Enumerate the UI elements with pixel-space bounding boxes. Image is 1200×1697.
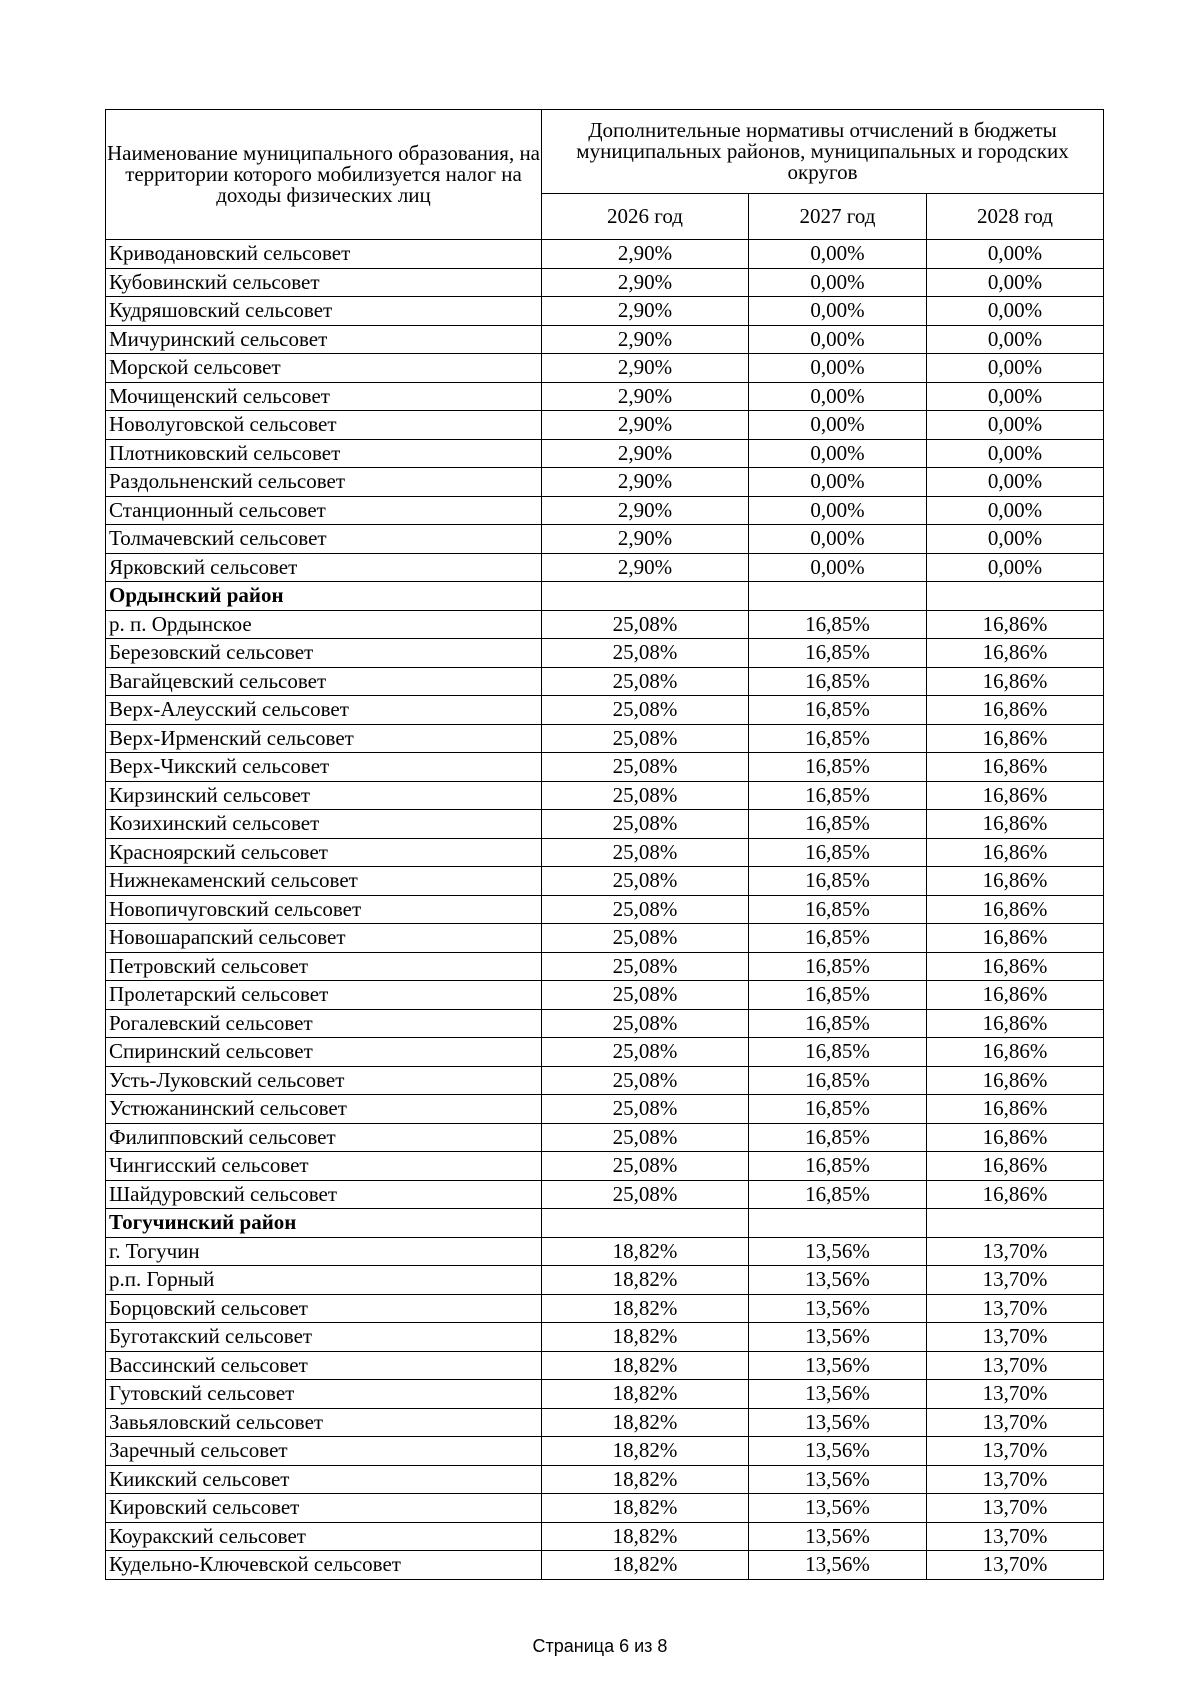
value-2026: 25,08% [542, 667, 749, 696]
value-2028: 16,86% [927, 1009, 1104, 1038]
table-row [106, 411, 1104, 440]
value-2027: 0,00% [749, 553, 927, 582]
value-2028: 16,86% [927, 838, 1104, 867]
municipality-name: Вагайцевский сельсовет [106, 667, 542, 696]
table-row [106, 1009, 1104, 1038]
table-row [106, 1066, 1104, 1095]
table-row [106, 1437, 1104, 1466]
value-2027: 16,85% [749, 1066, 927, 1095]
municipality-name: Березовский сельсовет [106, 639, 542, 668]
value-2028: 13,70% [927, 1294, 1104, 1323]
municipality-name: Новопичуговский сельсовет [106, 895, 542, 924]
value-2027: 16,85% [749, 895, 927, 924]
value-2027: 0,00% [749, 354, 927, 383]
value-2028: 16,86% [927, 924, 1104, 953]
value-2027: 13,56% [749, 1351, 927, 1380]
municipality-name: Борцовский сельсовет [106, 1294, 542, 1323]
municipality-name: Раздольненский сельсовет [106, 468, 542, 497]
table-row [106, 1465, 1104, 1494]
value-2027: 16,85% [749, 838, 927, 867]
value-2027: 0,00% [749, 240, 927, 269]
value-2026: 25,08% [542, 1066, 749, 1095]
value-2028: 16,86% [927, 867, 1104, 896]
municipality-name: Завьяловский сельсовет [106, 1408, 542, 1437]
value-2028: 0,00% [927, 411, 1104, 440]
table-row [106, 325, 1104, 354]
value-2026: 18,82% [542, 1437, 749, 1466]
value-2026: 2,90% [542, 240, 749, 269]
table-row [106, 1351, 1104, 1380]
value-2026: 18,82% [542, 1494, 749, 1523]
municipality-name: Кудряшовский сельсовет [106, 297, 542, 326]
table-row [106, 1522, 1104, 1551]
table-row [106, 639, 1104, 668]
value-2027: 13,56% [749, 1437, 927, 1466]
value-2028: 16,86% [927, 753, 1104, 782]
value-2028: 0,00% [927, 354, 1104, 383]
value-2028: 16,86% [927, 1066, 1104, 1095]
value-2027: 13,56% [749, 1294, 927, 1323]
value-2027: 16,85% [749, 667, 927, 696]
value-2026: 18,82% [542, 1380, 749, 1409]
table-row [106, 1152, 1104, 1181]
value-2026: 25,08% [542, 981, 749, 1010]
column-header-normatives: Дополнительные нормативы отчислений в бюджеты муниципальных районов, муниципальных и городских округов [542, 110, 1104, 194]
value-2026: 2,90% [542, 382, 749, 411]
normatives-table [105, 109, 1104, 1580]
value-2028: 16,86% [927, 667, 1104, 696]
value-2027: 0,00% [749, 382, 927, 411]
table-row [106, 468, 1104, 497]
municipality-name: Ярковский сельсовет [106, 553, 542, 582]
municipality-name: Мичуринский сельсовет [106, 325, 542, 354]
value-2027: 13,56% [749, 1494, 927, 1523]
value-2027: 0,00% [749, 439, 927, 468]
municipality-name: Вассинский сельсовет [106, 1351, 542, 1380]
value-2028: 16,86% [927, 981, 1104, 1010]
value-2026: 2,90% [542, 439, 749, 468]
value-2028: 0,00% [927, 496, 1104, 525]
value-2026: 18,82% [542, 1294, 749, 1323]
value-2028: 0,00% [927, 268, 1104, 297]
value-2028: 16,86% [927, 895, 1104, 924]
municipality-name: Кудельно-Ключевской сельсовет [106, 1551, 542, 1580]
value-2027: 16,85% [749, 1152, 927, 1181]
value-2027: 16,85% [749, 867, 927, 896]
municipality-name: Кубовинский сельсовет [106, 268, 542, 297]
value-2026: 2,90% [542, 354, 749, 383]
column-header-municipality: Наименование муниципального образования, на территории которого мобилизуется налог на доходы физических лиц [106, 110, 542, 240]
value-2028: 13,70% [927, 1408, 1104, 1437]
value-2026: 18,82% [542, 1351, 749, 1380]
value-2028: 0,00% [927, 297, 1104, 326]
value-2028: 0,00% [927, 439, 1104, 468]
municipality-name: Заречный сельсовет [106, 1437, 542, 1466]
municipality-name: г. Тогучин [106, 1237, 542, 1266]
value-2028: 16,86% [927, 1095, 1104, 1124]
table-row [106, 924, 1104, 953]
municipality-name: Рогалевский сельсовет [106, 1009, 542, 1038]
value-2026: 25,08% [542, 1123, 749, 1152]
value-2026: 25,08% [542, 753, 749, 782]
table-row [106, 525, 1104, 554]
table-row [106, 867, 1104, 896]
value-2026: 25,08% [542, 1095, 749, 1124]
table-row [106, 781, 1104, 810]
municipality-name: Кирзинский сельсовет [106, 781, 542, 810]
value-2028: 13,70% [927, 1351, 1104, 1380]
table-row [106, 439, 1104, 468]
value-2026 [542, 582, 749, 611]
value-2027: 16,85% [749, 1095, 927, 1124]
value-2026: 18,82% [542, 1551, 749, 1580]
municipality-name: Киикский сельсовет [106, 1465, 542, 1494]
municipality-name: Петровский сельсовет [106, 952, 542, 981]
section-row [106, 582, 1104, 611]
value-2026: 2,90% [542, 325, 749, 354]
value-2028: 16,86% [927, 639, 1104, 668]
value-2028: 16,86% [927, 696, 1104, 725]
value-2028: 16,86% [927, 1152, 1104, 1181]
column-header-year-2026: 2026 год [542, 194, 749, 240]
value-2026: 18,82% [542, 1408, 749, 1437]
district-name: Ордынский район [106, 582, 542, 611]
value-2026: 25,08% [542, 895, 749, 924]
table-row [106, 838, 1104, 867]
value-2027: 16,85% [749, 1123, 927, 1152]
table-row [106, 1237, 1104, 1266]
value-2027: 0,00% [749, 525, 927, 554]
value-2028: 13,70% [927, 1494, 1104, 1523]
table-row [106, 1266, 1104, 1295]
table-row [106, 753, 1104, 782]
value-2026: 25,08% [542, 924, 749, 953]
municipality-name: Морской сельсовет [106, 354, 542, 383]
table-row [106, 297, 1104, 326]
value-2028: 13,70% [927, 1465, 1104, 1494]
value-2026: 25,08% [542, 1038, 749, 1067]
table-row [106, 382, 1104, 411]
value-2026: 2,90% [542, 268, 749, 297]
value-2027: 16,85% [749, 1009, 927, 1038]
value-2026: 25,08% [542, 1009, 749, 1038]
table-row [106, 1494, 1104, 1523]
value-2026: 25,08% [542, 781, 749, 810]
municipality-name: Буготакский сельсовет [106, 1323, 542, 1352]
value-2027: 16,85% [749, 981, 927, 1010]
value-2026: 25,08% [542, 1152, 749, 1181]
value-2028 [927, 1209, 1104, 1238]
value-2028: 13,70% [927, 1266, 1104, 1295]
value-2028: 0,00% [927, 553, 1104, 582]
value-2028: 16,86% [927, 610, 1104, 639]
value-2028: 0,00% [927, 325, 1104, 354]
value-2026: 25,08% [542, 610, 749, 639]
table-row [106, 1380, 1104, 1409]
municipality-name: Гутовский сельсовет [106, 1380, 542, 1409]
value-2027: 16,85% [749, 1180, 927, 1209]
municipality-name: Нижнекаменский сельсовет [106, 867, 542, 896]
value-2028: 13,70% [927, 1380, 1104, 1409]
municipality-name: Красноярский сельсовет [106, 838, 542, 867]
table-row [106, 1294, 1104, 1323]
value-2026: 18,82% [542, 1522, 749, 1551]
section-row [106, 1209, 1104, 1238]
value-2027: 16,85% [749, 639, 927, 668]
value-2027: 13,56% [749, 1266, 927, 1295]
value-2026: 25,08% [542, 1180, 749, 1209]
value-2028: 16,86% [927, 952, 1104, 981]
value-2026: 2,90% [542, 297, 749, 326]
value-2027: 13,56% [749, 1465, 927, 1494]
value-2026: 25,08% [542, 696, 749, 725]
municipality-name: Станционный сельсовет [106, 496, 542, 525]
municipality-name: Коуракский сельсовет [106, 1522, 542, 1551]
table-row [106, 354, 1104, 383]
value-2026: 25,08% [542, 867, 749, 896]
value-2027: 16,85% [749, 753, 927, 782]
value-2028: 13,70% [927, 1237, 1104, 1266]
value-2027: 13,56% [749, 1522, 927, 1551]
value-2027: 13,56% [749, 1551, 927, 1580]
table-row [106, 981, 1104, 1010]
value-2027: 16,85% [749, 1038, 927, 1067]
municipality-name: Пролетарский сельсовет [106, 981, 542, 1010]
municipality-name: р.п. Горный [106, 1266, 542, 1295]
municipality-name: Верх-Ирменский сельсовет [106, 724, 542, 753]
value-2027 [749, 1209, 927, 1238]
value-2028: 13,70% [927, 1323, 1104, 1352]
table-row [106, 1095, 1104, 1124]
municipality-name: Усть-Луковский сельсовет [106, 1066, 542, 1095]
municipality-name: р. п. Ордынское [106, 610, 542, 639]
municipality-name: Новолуговской сельсовет [106, 411, 542, 440]
value-2026: 2,90% [542, 525, 749, 554]
value-2027 [749, 582, 927, 611]
table-row [106, 895, 1104, 924]
municipality-name: Верх-Чикский сельсовет [106, 753, 542, 782]
value-2028: 16,86% [927, 810, 1104, 839]
value-2027: 13,56% [749, 1237, 927, 1266]
table-row [106, 553, 1104, 582]
value-2026: 2,90% [542, 553, 749, 582]
value-2028: 0,00% [927, 468, 1104, 497]
value-2026: 2,90% [542, 468, 749, 497]
table-row [106, 667, 1104, 696]
value-2027: 0,00% [749, 297, 927, 326]
value-2027: 16,85% [749, 696, 927, 725]
column-header-year-2027: 2027 год [749, 194, 927, 240]
municipality-name: Спиринский сельсовет [106, 1038, 542, 1067]
municipality-name: Толмачевский сельсовет [106, 525, 542, 554]
value-2026: 18,82% [542, 1465, 749, 1494]
value-2028: 0,00% [927, 240, 1104, 269]
municipality-name: Кировский сельсовет [106, 1494, 542, 1523]
value-2026: 25,08% [542, 639, 749, 668]
value-2027: 16,85% [749, 610, 927, 639]
column-header-year-2028: 2028 год [927, 194, 1104, 240]
value-2027: 16,85% [749, 724, 927, 753]
value-2026: 2,90% [542, 496, 749, 525]
value-2027: 0,00% [749, 411, 927, 440]
value-2026: 18,82% [542, 1237, 749, 1266]
table-row [106, 610, 1104, 639]
value-2028: 16,86% [927, 1180, 1104, 1209]
district-name: Тогучинский район [106, 1209, 542, 1238]
municipality-name: Мочищенский сельсовет [106, 382, 542, 411]
value-2027: 16,85% [749, 924, 927, 953]
page-number: Страница 6 из 8 [532, 1636, 668, 1656]
municipality-name: Верх-Алеусский сельсовет [106, 696, 542, 725]
value-2027: 13,56% [749, 1380, 927, 1409]
value-2026: 25,08% [542, 724, 749, 753]
value-2026: 25,08% [542, 838, 749, 867]
value-2028: 13,70% [927, 1551, 1104, 1580]
table-row [106, 1551, 1104, 1580]
value-2027: 0,00% [749, 325, 927, 354]
value-2028: 16,86% [927, 1123, 1104, 1152]
table-body [106, 240, 1104, 1580]
municipality-name: Новошарапский сельсовет [106, 924, 542, 953]
municipality-name: Шайдуровский сельсовет [106, 1180, 542, 1209]
value-2026: 25,08% [542, 952, 749, 981]
value-2026 [542, 1209, 749, 1238]
municipality-name: Козихинский сельсовет [106, 810, 542, 839]
table-row [106, 496, 1104, 525]
value-2028: 13,70% [927, 1522, 1104, 1551]
municipality-name: Филипповский сельсовет [106, 1123, 542, 1152]
table-row [106, 240, 1104, 269]
table-row [106, 268, 1104, 297]
table-row [106, 724, 1104, 753]
value-2027: 13,56% [749, 1323, 927, 1352]
table-row [106, 696, 1104, 725]
value-2027: 16,85% [749, 810, 927, 839]
value-2028: 13,70% [927, 1437, 1104, 1466]
value-2026: 2,90% [542, 411, 749, 440]
value-2027: 0,00% [749, 468, 927, 497]
value-2028: 16,86% [927, 724, 1104, 753]
value-2027: 0,00% [749, 268, 927, 297]
value-2026: 25,08% [542, 810, 749, 839]
value-2027: 16,85% [749, 952, 927, 981]
value-2026: 18,82% [542, 1266, 749, 1295]
municipality-name: Чингисский сельсовет [106, 1152, 542, 1181]
value-2028: 0,00% [927, 525, 1104, 554]
table-row [106, 952, 1104, 981]
value-2027: 16,85% [749, 781, 927, 810]
municipality-name: Криводановский сельсовет [106, 240, 542, 269]
table-row [106, 810, 1104, 839]
municipality-name: Плотниковский сельсовет [106, 439, 542, 468]
table-row [106, 1123, 1104, 1152]
table-row [106, 1180, 1104, 1209]
value-2027: 0,00% [749, 496, 927, 525]
value-2028 [927, 582, 1104, 611]
value-2028: 0,00% [927, 382, 1104, 411]
value-2028: 16,86% [927, 1038, 1104, 1067]
value-2027: 13,56% [749, 1408, 927, 1437]
municipality-name: Устюжанинский сельсовет [106, 1095, 542, 1124]
table-row [106, 1323, 1104, 1352]
value-2026: 18,82% [542, 1323, 749, 1352]
table-row [106, 1408, 1104, 1437]
table-row [106, 1038, 1104, 1067]
value-2028: 16,86% [927, 781, 1104, 810]
